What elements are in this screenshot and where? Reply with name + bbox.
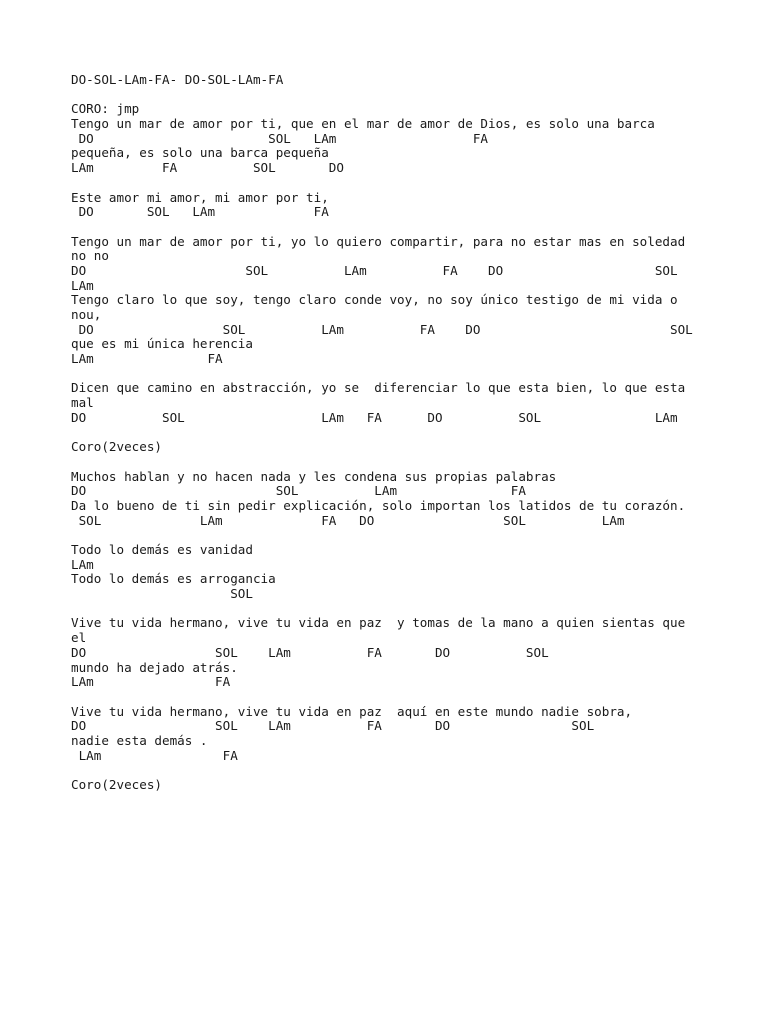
blank-line [71,88,693,103]
lyric-line: mal [71,395,94,411]
lyric-line: Muchos hablan y no hacen nada y les condena sus propias palabras [71,468,557,484]
chord-line: DO SOL LAm FA DO SOL [71,321,693,337]
lyric-line: no no [71,248,109,264]
lyric-line: Vive tu vida hermano, vive tu vida en paz y tomas de la mano a quien sientas que [71,615,686,631]
lyric-line: Da lo bueno de ti sin pedir explicación, solo importan los latidos de tu corazón. [71,497,686,513]
section-label: CORO: jmp [71,101,140,117]
chord-line: SOL [71,586,253,602]
chord-line: SOL LAm FA DO SOL LAm [71,512,625,528]
lyric-line: Dicen que camino en abstracción, yo se diferenciar lo que esta bien, lo que esta [71,380,686,396]
chord-line: DO SOL LAm FA DO SOL [71,262,678,278]
chord-line: LAm FA SOL DO [71,160,344,176]
lyric-line: Todo lo demás es arrogancia [71,571,276,587]
blank-line [71,763,693,778]
chord-line: DO-SOL-LAm-FA- DO-SOL-LAm-FA [71,72,284,87]
blank-line [71,426,693,441]
chord-line: LAm [71,556,94,572]
lyric-line: Este amor mi amor, mi amor por ti, [71,189,329,205]
lyric-line: Tengo claro lo que soy, tengo claro conde voy, no soy único testigo de mi vida o [71,292,678,308]
lyric-line: Tengo un mar de amor por ti, que en el mar de amor de Dios, es solo una barca [71,116,655,132]
lyric-line: que es mi única herencia [71,336,253,352]
section-label: Coro(2veces) [71,439,162,455]
blank-line [71,220,693,235]
lyric-line: Vive tu vida hermano, vive tu vida en paz aquí en este mundo nadie sobra, [71,703,633,719]
section-label: Coro(2veces) [71,777,162,792]
blank-line [71,690,693,705]
blank-line [71,367,693,382]
chord-line: DO SOL LAm FA [71,204,329,220]
blank-line [71,455,693,470]
blank-line [71,176,693,191]
chord-line: LAm [71,277,94,293]
lyric-line: pequeña, es solo una barca pequeña [71,145,329,161]
lyric-line: Tengo un mar de amor por ti, yo lo quiero compartir, para no estar mas en soledad [71,233,686,249]
chord-line: DO SOL LAm FA DO SOL LAm [71,409,678,425]
lyric-line: nadie esta demás . [71,732,208,748]
chord-line: LAm FA [71,747,238,763]
chord-line: DO SOL LAm FA [71,483,526,499]
lyric-line: el [71,630,87,646]
chord-line: LAm FA [71,351,223,367]
blank-line [71,528,693,543]
chord-line: DO SOL LAm FA DO SOL [71,718,595,734]
blank-line [71,602,693,617]
lyric-line: Todo lo demás es vanidad [71,542,253,557]
song-chord-sheet [71,73,693,793]
lyric-line: nou, [71,307,102,322]
chord-line: LAm FA [71,674,231,690]
chord-line: DO SOL LAm FA [71,130,489,146]
lyric-line: mundo ha dejado atrás. [71,659,238,675]
chord-line: DO SOL LAm FA DO SOL [71,644,549,660]
